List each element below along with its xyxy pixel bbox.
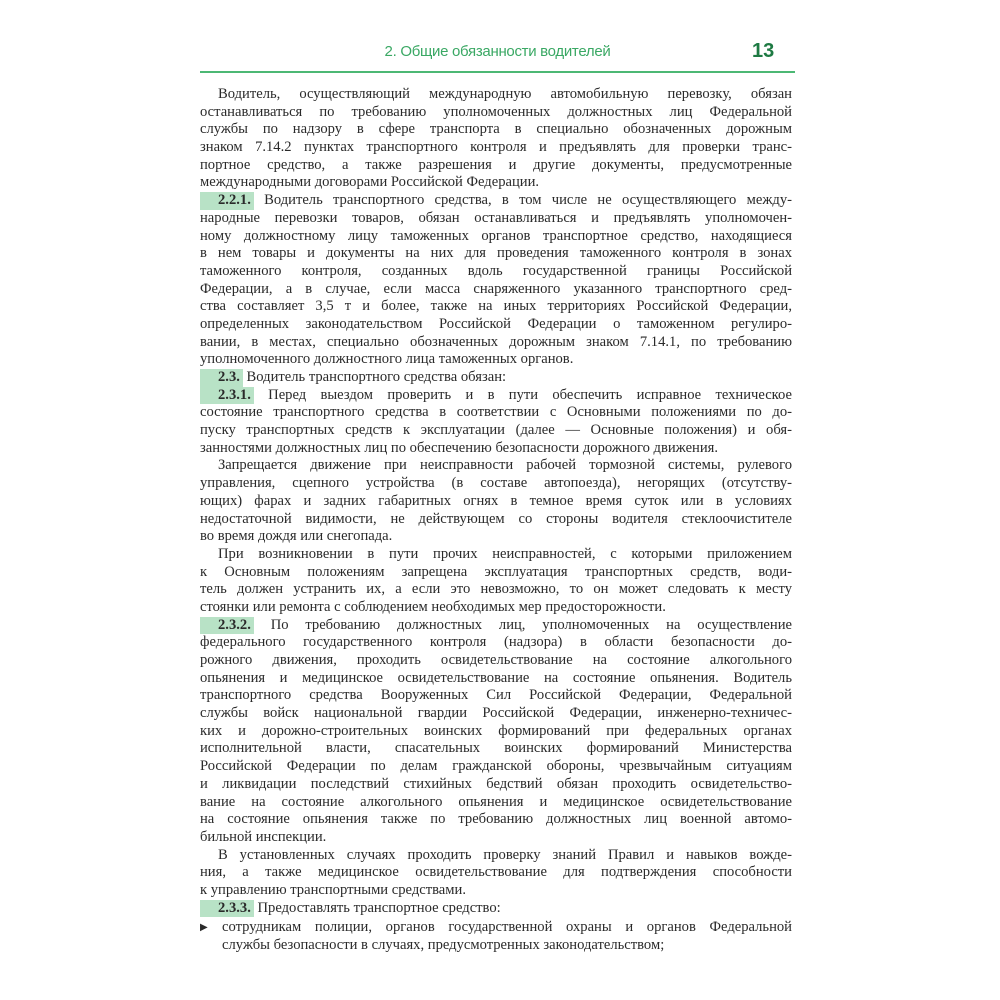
line-text: Предоставлять транспортное средство: — [257, 899, 501, 916]
clause-number: 2.3. — [200, 369, 243, 387]
text-line — [200, 794, 792, 812]
text-line — [200, 263, 792, 281]
header-divider — [200, 71, 795, 73]
text-line — [200, 758, 792, 776]
line-text: ния, а также медицинское освидетельствование для подтверждения способности — [200, 864, 792, 881]
text-line — [200, 564, 792, 582]
line-text: службы безопасности в случаях, предусмотренных законодательством; — [222, 937, 665, 953]
line-text: Водитель транспортного средства обязан: — [246, 369, 507, 385]
line-text: недостаточной видимости, не действующем со стороны водителя стеклоочистителе — [200, 510, 792, 527]
paragraph — [200, 546, 792, 617]
text-line — [200, 351, 792, 369]
line-text: исполнительной власти, спасательных воинских формирований Министерства — [200, 740, 792, 757]
line-text: пуску транспортных средств к эксплуатации (далее — Основные положения) и обя- — [200, 422, 792, 439]
line-text: ства составляет 3,5 т и более, также на иных территориях Российской Федерации, — [200, 298, 792, 315]
line-text: сотрудникам полиции, органов государственной охраны и органов Федеральной — [222, 919, 792, 936]
line-text: службы войск национальной гвардии Российской Федерации, инженерно-техничес- — [200, 705, 792, 722]
line-text: таможенного контроля, созданных вдоль государственной границы Российской — [200, 262, 792, 279]
clause-number: 2.3.2. — [200, 617, 254, 635]
text-line — [200, 493, 792, 511]
line-text: вании, в местах, специально обозначенных дорожным знаком 7.14.1, по требованию — [200, 333, 792, 350]
line-text: портное средство, а также разрешения и другие документы, предусмотренные — [200, 156, 792, 173]
line-text: во время дождя или снегопада. — [200, 528, 393, 545]
text-line — [200, 723, 792, 741]
line-text: Водитель, осуществляющий международную автомобильную перевозку, обязан — [218, 86, 792, 102]
numbered-clause — [200, 900, 792, 918]
line-text: рожного движения, проходить освидетельствование на состояние алкогольного — [200, 652, 792, 668]
text-line — [200, 652, 792, 670]
text-line — [200, 776, 792, 794]
text-line — [200, 369, 792, 387]
text-line — [200, 847, 792, 865]
text-line — [200, 511, 792, 529]
text-line — [200, 634, 792, 652]
text-line — [200, 228, 792, 246]
numbered-clause — [200, 369, 792, 387]
line-text: определенных законодательством Российской Федерации о таможенном регулиро- — [200, 315, 792, 332]
line-text: к управлению транспортными средствами. — [200, 881, 466, 898]
text-line — [200, 599, 792, 617]
text-line — [200, 210, 792, 228]
line-text: Водитель транспортного средства, в том числе не осуществляющего между- — [264, 192, 792, 209]
text-line — [200, 422, 792, 440]
text-line — [200, 298, 792, 316]
line-text: ких и дорожно-строительных воинских формирований при федеральных органах — [200, 722, 792, 739]
line-text: ному должностному лицу таможенных органов транспортное средство, находящиеся — [200, 227, 792, 244]
text-line — [200, 705, 792, 723]
line-text: международными договорами Российской Федерации. — [200, 174, 540, 191]
line-text: занностями должностных лиц по обеспечению безопасности дорожного движения. — [200, 439, 719, 456]
bullet-triangle-icon: ▶ — [200, 922, 208, 934]
page-number: 13 — [752, 40, 775, 62]
text-line — [200, 387, 792, 405]
line-text: уполномоченного должностного лица таможенных органов. — [200, 351, 574, 368]
line-text: тель должен устранить их, а если это невозможно, то он может следовать к месту — [200, 581, 792, 598]
text-line — [200, 121, 792, 139]
text-line — [200, 687, 792, 705]
text-line — [200, 811, 792, 829]
text-line — [200, 617, 792, 635]
line-text: стоянки или ремонта с соблюдением необходимых мер предосторожности. — [200, 598, 666, 615]
text-line — [200, 281, 792, 299]
line-text: федерального государственного контроля (надзора) в области безопасности до- — [200, 634, 792, 651]
running-header-title: 2. Общие обязанности водителей — [384, 43, 611, 60]
text-line — [200, 245, 792, 263]
line-text: Федерации, а в случае, если масса снаряженного указанного транспортного сред- — [200, 280, 792, 297]
line-text: на состояние опьянения также по требованию должностных лиц военной автомо- — [200, 811, 792, 828]
bullet-item — [200, 919, 792, 954]
paragraph — [200, 847, 792, 900]
line-text: знаком 7.14.2 пунктах транспортного контроля и предъявлять для проверки транс- — [200, 139, 792, 156]
text-line — [200, 139, 792, 157]
text-line — [200, 864, 792, 882]
text-line — [200, 457, 792, 475]
line-text: Перед выездом проверить и в пути обеспечить исправное техническое — [268, 386, 792, 403]
line-text: в нем товары и документы на них для проведения таможенного контроля в зонах — [200, 245, 792, 262]
text-line — [200, 740, 792, 758]
text-line — [200, 404, 792, 422]
text-line — [200, 440, 792, 458]
page-body — [200, 86, 792, 955]
line-text: народные перевозки товаров, обязан останавливаться и предъявлять уполномочен- — [200, 209, 792, 226]
text-line — [200, 475, 792, 493]
numbered-clause — [200, 617, 792, 847]
paragraph — [200, 86, 792, 192]
line-text: управления, сцепного устройства (в составе автопоезда), негорящих (отсутству- — [200, 475, 792, 492]
line-text: к Основным положениям запрещена эксплуатация транспортных средств, води- — [200, 563, 792, 580]
text-line — [200, 104, 792, 122]
line-text: По требованию должностных лиц, уполномоченных на осуществление — [270, 616, 792, 633]
text-line — [200, 670, 792, 688]
line-text: транспортного средства Вооруженных Сил Российской Федерации, Федеральной — [200, 687, 792, 704]
text-line — [200, 86, 792, 104]
line-text: и ликвидации последствий стихийных бедствий обязан проходить освидетельство- — [200, 775, 792, 792]
line-text: службы по надзору в сфере транспорта в специально обозначенных дорожным — [200, 121, 792, 138]
clause-number: 2.3.1. — [200, 387, 254, 405]
line-text: бильной инспекции. — [200, 828, 327, 845]
text-line — [200, 528, 792, 546]
line-text: останавливаться по требованию уполномоченных должностных лиц Федеральной — [200, 103, 792, 120]
text-line — [200, 192, 792, 210]
text-line — [200, 157, 792, 175]
line-text: ющих) фарах и задних габаритных огнях в темное время суток или в условиях — [200, 492, 792, 509]
text-line — [200, 581, 792, 599]
line-text: состояние транспортного средства в соответствии с Основными положениями по до- — [200, 404, 792, 421]
text-line — [200, 334, 792, 352]
text-line — [200, 316, 792, 334]
text-line — [200, 174, 792, 192]
numbered-clause — [200, 387, 792, 458]
text-line — [200, 937, 792, 955]
clause-number: 2.2.1. — [200, 192, 254, 210]
line-text: вание на состояние алкогольного опьянения и медицинское освидетельствование — [200, 793, 792, 810]
clause-number: 2.3.3. — [200, 900, 254, 918]
line-text: Российской Федерации по делам гражданской обороны, чрезвычайным ситуациям — [200, 758, 792, 775]
line-text: В установленных случаях проходить проверку знаний Правил и навыков вожде- — [218, 846, 792, 863]
line-text: Запрещается движение при неисправности рабочей тормозной системы, рулевого — [218, 457, 792, 474]
line-text: опьянения и медицинское освидетельствование на состояние опьянения. Водитель — [200, 669, 792, 686]
text-line — [200, 882, 792, 900]
numbered-clause — [200, 192, 792, 369]
text-line — [200, 900, 792, 918]
text-line — [200, 829, 792, 847]
text-line — [200, 546, 792, 564]
text-line — [200, 919, 792, 937]
line-text: При возникновении в пути прочих неисправностей, с которыми приложением — [218, 545, 792, 562]
paragraph — [200, 457, 792, 545]
